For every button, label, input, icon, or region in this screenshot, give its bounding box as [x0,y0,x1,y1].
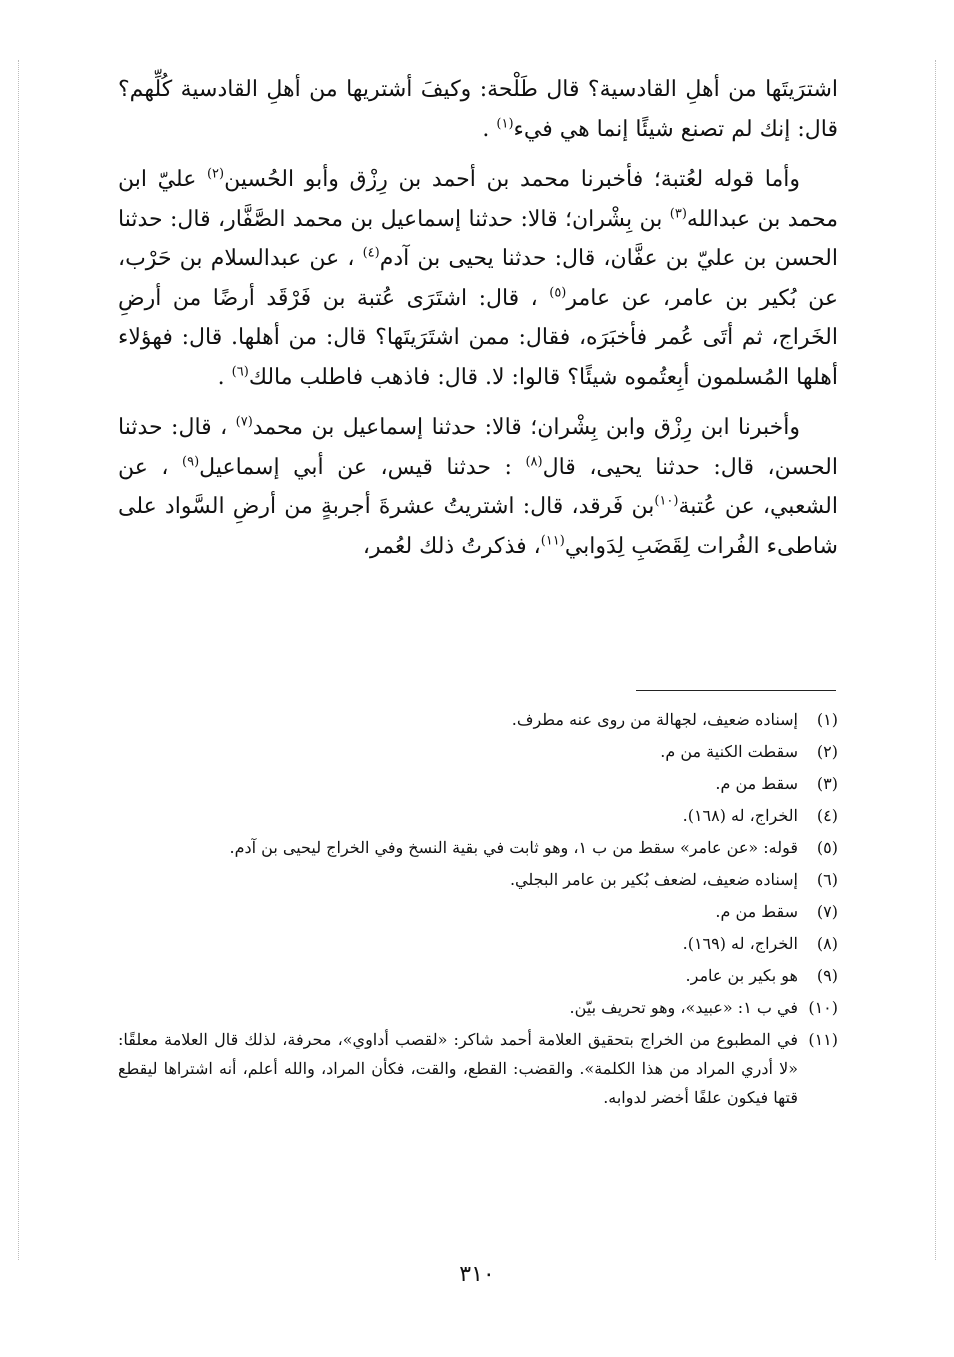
footnote-number: (٦) [816,870,838,889]
footnote-number: (٧) [816,902,838,921]
footnote-reference: (٤) [362,245,380,261]
footnote-number: (٨) [816,934,838,953]
footnote-reference: (٥) [549,285,567,301]
footnote-item [118,801,838,830]
footnote-item [118,865,838,894]
body-paragraph [118,408,838,566]
paragraph-text: ، قال: اشتَرَى عُتبة بن فَرْقَد أرضًا من أرضِ الخَراج، ثم أتَى عُمر فأخبَرَه، فقال: ممن اشتَرَيتَها؟ قال: من أهلها. قال: فهؤلاء أهلها المُسلمون أبِعتُموه شيئًا؟ قالوا: لا. قال: فاذهب فاطلب مالك [118,285,838,390]
footnote-item [118,833,838,862]
body-paragraph [118,70,838,149]
footnote-text: سقط من م. [715,774,798,793]
footnote-text: في ب ١: «عبيد»، وهو تحريف بيّن. [569,998,798,1017]
footnote-text: إسناده ضعيف، لضعف بُكير بن عامر البجلي. [509,870,798,889]
footnote-text: سقطت الكنية من م. [660,742,798,761]
footnote-item [118,769,838,798]
footnote-item [118,705,838,734]
left-margin-scan-marks [18,60,25,1260]
footnote-reference: (٣) [669,206,687,222]
paragraph-text: ، عن عبدالسلام بن حَرْب، عن بُكير بن عامر، عن عامر [118,246,838,311]
footnote-item [118,897,838,926]
footnote-reference: (١) [496,116,514,132]
footnote-item [118,1025,838,1112]
footnote-separator [636,690,836,691]
footnote-number: (٢) [816,742,838,761]
footnote-reference: (١١) [540,533,565,549]
paragraph-text: . [217,364,232,390]
footnote-text: في المطبوع من الخراج بتحقيق العلامة أحمد شاكر: «لقصب أداوي»، محرفة، لذلك قال العلامة معلقًا: «لا أدري المراد من هذا الكلمة». والقضب: القطع، والقت، فكأن المراد، والله أعلم، أنه اشتراها ليقطع قتها فيكون علفًا أخضر لدوابه. [118,1030,798,1107]
footnote-number: (٤) [816,806,838,825]
paragraph-text: ، عن الشعبي، عن عُتبة [118,454,838,519]
footnote-text: الخراج، له (١٦٩). [682,934,798,953]
footnote-reference: (٨) [525,454,543,470]
footnote-item [118,737,838,766]
footnote-number: (١١) [808,1030,838,1049]
paragraph-text: بن فَرقد، قال: اشتريتُ عشرةَ أجربةٍ من أرضِ السَّواد على شاطىء الفُرات لِقَضَبِ لِدَوابي [118,494,838,559]
footnote-number: (١) [816,710,838,729]
footnote-reference: (١٠) [654,493,679,509]
footnote-number: (١٠) [808,998,838,1017]
body-paragraph [118,160,838,397]
footnote-item [118,993,838,1022]
paragraph-text: عليّ ابن محمد بن عبدالله [118,167,838,232]
paragraph-text: ، قال: حدثنا الحسن، قال: حدثنا يحيى، قال [118,415,838,480]
footnotes [118,705,838,1115]
paragraph-text: ، فذكرتُ ذلك لعُمر، [362,533,541,559]
footnote-text: هو بكير بن عامر. [685,966,798,985]
footnote-text: الخراج، له (١٦٨). [682,806,798,825]
footnote-reference: (٩) [182,454,200,470]
page-number: ٣١٠ [459,1262,495,1287]
paragraph-text: . [482,116,497,142]
footnote-reference: (٧) [235,414,253,430]
paragraph-text: بن بِشْران؛ قالا: حدثنا إسماعيل بن محمد الصَّفَّار، قال: حدثنا الحسن بن عليّ بن عفَّان، قال: حدثنا يحيى بن آدم [118,206,838,271]
paragraph-text: وأخبرنا ابن رِزْق وابن بِشْران؛ قالا: حدثنا إسماعيل بن محمد [252,415,800,440]
footnote-number: (٣) [816,774,838,793]
main-text [118,70,838,566]
paragraph-text: اشترَيتَها من أهلِ القادسية؟ قال طَلْحة: وكيفَ أشتريها من أهلِ القادسية كُلِّهم؟ قال: إنك لم تصنع شيئًا إنما هي فيء [118,77,838,142]
paragraph-text: وأما قوله لعُتبة؛ فأخبرنا محمد بن أحمد بن رِزْق وأبو الحُسين [224,167,801,192]
footnote-number: (٥) [816,838,838,857]
footnote-reference: (٦) [231,364,249,380]
paragraph-text: : حدثنا قيس، عن أبي إسماعيل [199,454,526,480]
right-margin-scan-marks [935,60,942,1260]
footnote-text: سقط من م. [715,902,798,921]
footnote-text: قوله: «عن عامر» سقط من ب ١، وهو ثابت في بقية النسخ وفي الخراج ليحيى بن آدم. [229,838,798,857]
footnote-text: إسناده ضعيف، لجهالة من روى عنه مطرف. [511,710,798,729]
footnote-number: (٩) [816,966,838,985]
footnote-reference: (٢) [206,166,225,182]
footnote-item [118,961,838,990]
footnote-item [118,929,838,958]
